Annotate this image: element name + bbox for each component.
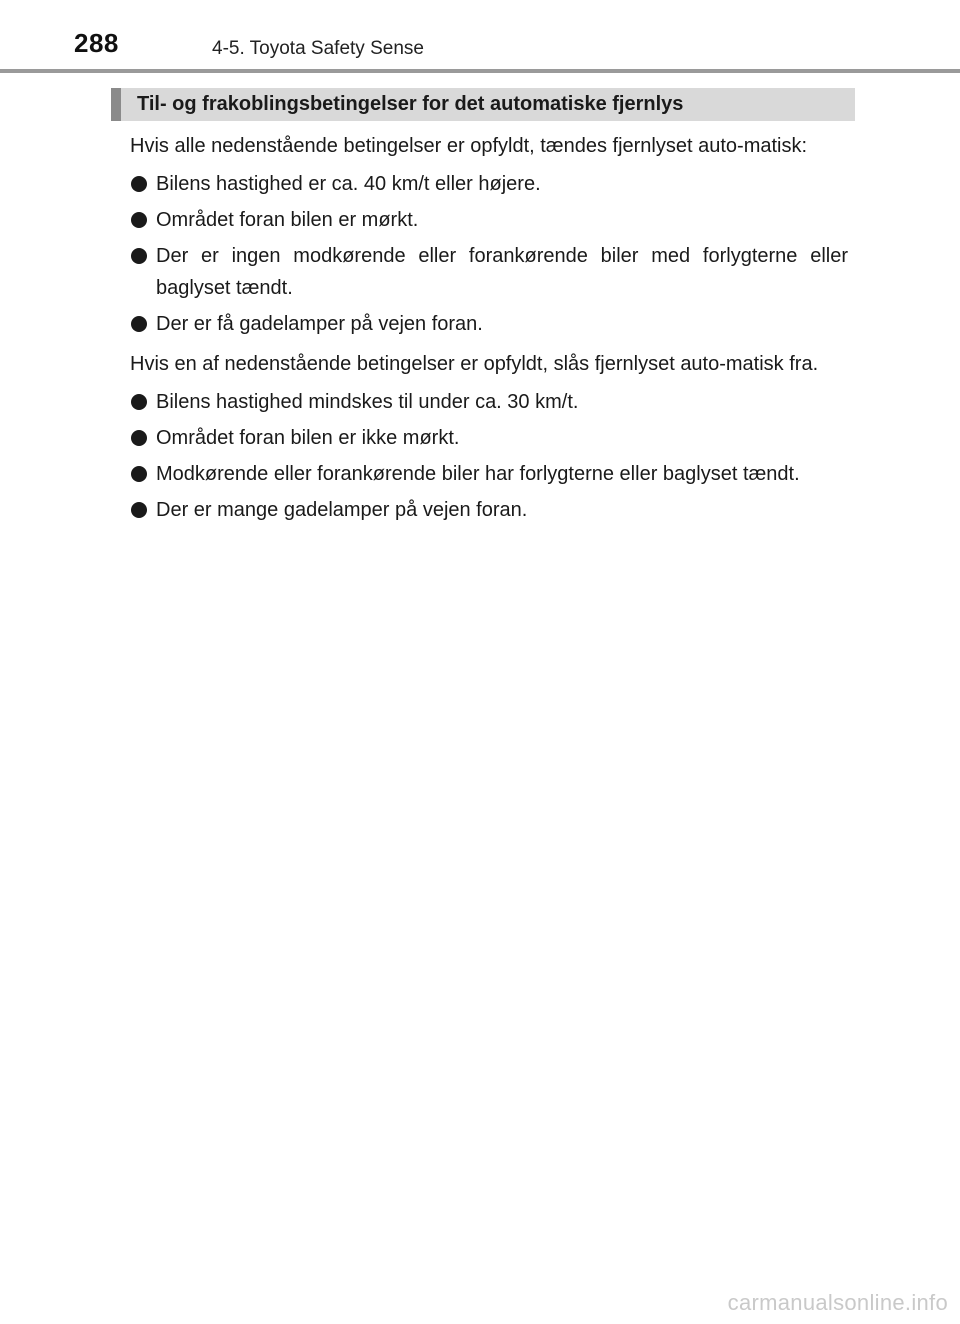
- bullet-icon: [131, 212, 147, 228]
- header-divider: [0, 69, 960, 73]
- section-heading: Til- og frakoblingsbetingelser for det automatiske fjernlys: [137, 93, 684, 115]
- list-item-text: Der er ingen modkørende eller forankørende biler med forlygterne eller baglyset tændt.: [156, 245, 848, 299]
- page-header: [0, 0, 960, 74]
- list-item-text: Bilens hastighed mindskes til under ca. 30 km/t.: [156, 391, 579, 413]
- list-item-text: Der er mange gadelamper på vejen foran.: [156, 499, 528, 521]
- bullet-icon: [131, 316, 147, 332]
- watermark: carmanualsonline.info: [727, 1290, 948, 1315]
- on-conditions-list: [130, 168, 848, 340]
- list-item: [130, 204, 848, 236]
- list-item: [130, 240, 848, 304]
- bullet-icon: [131, 502, 147, 518]
- bullet-icon: [131, 466, 147, 482]
- list-item-text: Området foran bilen er ikke mørkt.: [156, 427, 460, 449]
- bullet-icon: [131, 176, 147, 192]
- bullet-icon: [131, 248, 147, 264]
- bullet-icon: [131, 430, 147, 446]
- on-conditions-intro: Hvis alle nedenstående betingelser er opfyldt, tændes fjernlyset auto-matisk:: [130, 135, 808, 157]
- off-conditions-intro: Hvis en af nedenstående betingelser er opfyldt, slås fjernlyset auto-matisk fra.: [130, 353, 819, 375]
- page-number: 288: [74, 28, 119, 58]
- list-item-text: Området foran bilen er mørkt.: [156, 209, 419, 231]
- list-item: [130, 422, 848, 454]
- list-item: [130, 494, 848, 526]
- list-item: [130, 386, 848, 418]
- list-item-text: Der er få gadelamper på vejen foran.: [156, 313, 483, 335]
- chapter-title: 4-5. Toyota Safety Sense: [212, 38, 424, 59]
- section-body: [130, 130, 848, 534]
- bullet-icon: [131, 394, 147, 410]
- list-item-text: Modkørende eller forankørende biler har forlygterne eller baglyset tændt.: [156, 463, 800, 485]
- list-item: [130, 308, 848, 340]
- list-item: [130, 458, 848, 490]
- off-conditions-list: [130, 386, 848, 526]
- list-item-text: Bilens hastighed er ca. 40 km/t eller højere.: [156, 173, 541, 195]
- section-heading-bar: [111, 88, 855, 121]
- list-item: [130, 168, 848, 200]
